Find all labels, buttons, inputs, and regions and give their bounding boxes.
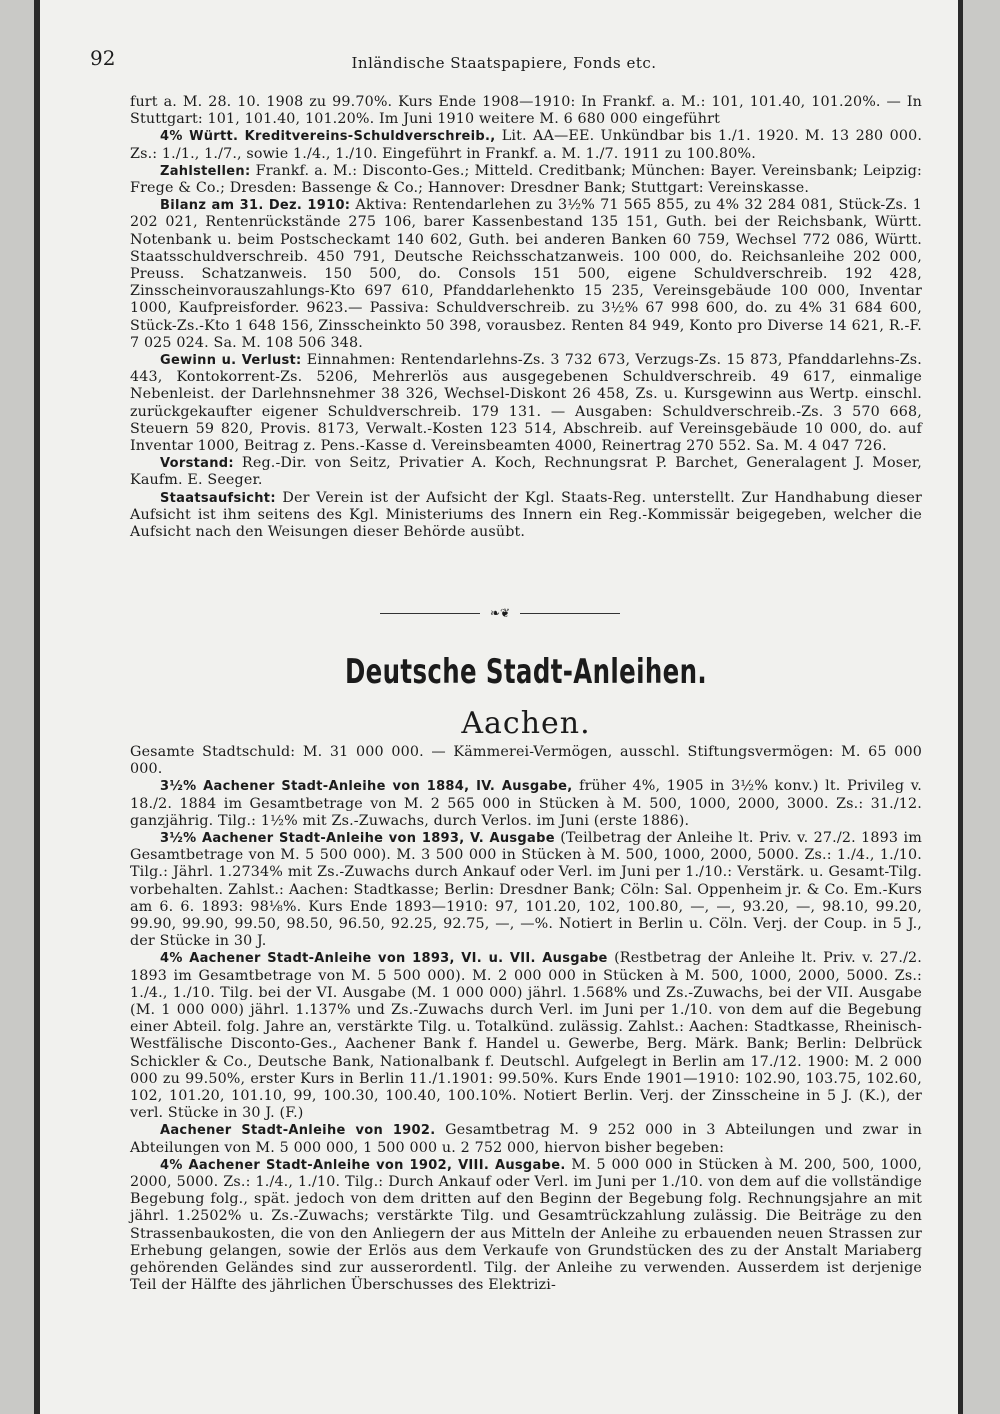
paragraph: [130, 94, 922, 128]
paragraph-lead: Gewinn u. Verlust:: [160, 353, 302, 369]
paragraph-text: Gesamte Stadtschuld: M. 31 000 000. — Kämmerei-Vermögen, ausschl. Stiftungsvermögen: M. 65 000 000.: [130, 744, 922, 778]
ornament-icon: ❧❦: [489, 606, 511, 620]
paragraph: [130, 950, 922, 1122]
paragraph-text: früher 4%, 1905 in 3½% konv.) lt. Privileg v. 18./2. 1884 im Gesamtbetrage von M. 2 565 000 in Stücken à M. 500, 1000, 2000, 3000. Zs.: 31./12. ganzjährig. Tilg.: 1½% mit Zs.-Zuwachs, durch Verlos. im Juni (erste 1886).: [130, 778, 922, 829]
paragraph: [130, 1157, 922, 1295]
separator-line: [520, 613, 620, 614]
paragraph: [130, 197, 922, 352]
paragraph-text: Lit. AA—EE. Unkündbar bis 1./1. 1920. M. 13 280 000. Zs.: 1./1., 1./7., sowie 1./4., 1./10. Eingeführt in Frankf. a. M. 1./7. 1911 zu 100.80%.: [130, 128, 923, 162]
paragraph-text: Gesamtbetrag M. 9 252 000 in 3 Abteilungen und zwar in Abteilungen von M. 5 000 000, 1 500 000 u. 2 752 000, hiervon bisher begeben:: [130, 1122, 922, 1156]
separator-line: [380, 613, 480, 614]
paragraph: [130, 163, 922, 197]
paragraph-lead: 4% Württ. Kreditvereins-Schuldverschreib.,: [160, 129, 496, 145]
paragraph-lead: Vorstand:: [160, 456, 234, 472]
paragraph-lead: Aachener Stadt-Anleihe von 1902.: [160, 1123, 436, 1139]
paragraph: [130, 128, 922, 162]
paragraph-text: (Teilbetrag der Anleihe lt. Priv. v. 27./2. 1893 im Gesamtbetrage von M. 5 500 000). M. 3 500 000 in Stücken à M. 500, 1000, 2000, 5000. Zs.: 1./4., 1./10. Tilg.: Jährl. 1.2734% mit Zs.-Zuwachs durch Ankauf oder Verl. im Juni per 1./10.: Verstärk. u. Gesamt-Tilg. vorbehalten. Zahlst.: Aachen: Stadtkasse; Berlin: Dresdner Bank; Cöln: Sal. Oppenheim jr. & Co. Em.-Kurs am 6. 6. 1893: 98⅛%. Kurs Ende 1893—1910: 97, 101.20, 102, 100.80, —, —, 93.20, —, 98.10, 99.20, 99.90, 99.90, 99.50, 98.50, 96.50, 92.25, 92.75, —, —%. Notiert in Berlin u. Cöln. Verj. der Coup. in 5 J., der Stücke in 30 J.: [130, 830, 922, 950]
section-title: Deutsche Stadt-Anleihen.: [344, 652, 708, 692]
paragraph: [130, 352, 922, 455]
page-edge: [958, 0, 963, 1414]
ornamental-separator: [380, 606, 620, 620]
paragraph-text: furt a. M. 28. 10. 1908 zu 99.70%. Kurs Ende 1908—1910: In Frankf. a. M.: 101, 101.40, 101.20%. — In Stuttgart: 101, 101.40, 101.20%. Im Juni 1910 weitere M. 6 680 000 eingeführt: [130, 94, 922, 128]
paragraph: [130, 778, 922, 830]
paragraph-text: Der Verein ist der Aufsicht der Kgl. Staats-Reg. unterstellt. Zur Handhabung dieser Aufsicht ist ihm seitens des Kgl. Ministeriums des Innern ein Reg.-Kommissär beigegeben, welcher die Aufsicht nach den Weisungen dieser Behörde ausübt.: [130, 489, 922, 541]
paragraph-lead: Staatsaufsicht:: [160, 490, 276, 506]
paragraph-lead: Zahlstellen:: [160, 163, 251, 179]
document-page: [40, 0, 958, 1414]
city-text-block: [130, 744, 922, 1295]
paragraph-text: (Restbetrag der Anleihe lt. Priv. v. 27./2. 1893 im Gesamtbetrage von M. 5 500 000). M. 2 000 000 in Stücken à M. 500, 1000, 2000, 5000. Zs.: 1./4., 1./10. Tilg. bei der VI. Ausgabe (M. 1 000 000) jährl. 1.568% und Zs.-Zuwachs, bei der VII. Ausgabe (M. 1 000 000) jährl. 1.137% und Zs.-Zuwachs durch Verl. im Juni per 1./10. von dem auf die Begebung einer Abteil. folg. Jahre an, verstärkte Tilg. u. Totalkünd. zulässig. Zahlst.: Aachen: Stadtkasse, Rheinisch-Westfälische Disconto-Ges., Aachener Bank f. Handel u. Gewerbe, Berg. Märk. Bank; Berlin: Delbrück Schickler & Co., Deutsche Bank, Nationalbank f. Deutschl. Aufgelegt in Berlin am 17./12. 1900: M. 2 000 000 zu 99.50%, erster Kurs in Berlin 11./1.1901: 99.50%. Kurs Ende 1901—1910: 102.90, 103.75, 102.60, 102, 101.20, 101.10, 99, 100.30, 100.40, 100.10%. Notiert Berlin. Verj. der Zinsscheine in 5 J. (K.), der verl. Stücke in 30 J. (F.): [130, 950, 922, 1122]
paragraph: [130, 1122, 922, 1156]
paragraph: [130, 455, 922, 489]
paragraph-text: Aktiva: Rentendarlehen zu 3½% 71 565 855, zu 4% 32 284 081, Stück-Zs. 1 202 021, Rentenrückstände 275 106, barer Kassenbestand 135 151, Guth. bei der Reichsbank, Württ. Notenbank u. beim Postscheckamt 140 602, Guth. bei anderen Banken 60 759, Wechsel 772 086, Württ. Staatsschuldverschreib. 450 791, Deutsche Reichsschatzanweis. 100 000, do. Reichsanleihe 202 000, Preuss. Schatzanweis. 150 500, do. Consols 151 500, eigene Schuldverschreib. 192 428, Zinsscheinvorauszahlungs-Kto 697 610, Pfanddarlehenkto 15 235, Vereinsgebäude 100 000, Inventar 1000, Kaufpreisforder. 9623.— Passiva: Schuldverschreib. zu 3½% 67 998 600, do. zu 4% 31 684 600, Stück-Zs.-Kto 1 648 156, Zinsscheinkto 50 398, vorausbez. Renten 84 949, Konto pro Diverse 14 621, R.-F. 7 025 024. Sa. M. 108 506 348.: [130, 197, 922, 351]
page-edge: [34, 0, 40, 1414]
paragraph-text: M. 5 000 000 in Stücken à M. 200, 500, 1000, 2000, 5000. Zs.: 1./4., 1./10. Tilg.: Durch Ankauf oder Verl. im Juni per 1./10. von dem auf die vollständige Begebung folg., spät. jedoch von dem dritten auf den Beginn der Begebung folg. Rechnungsjahre an mit jährl. 1.2502% u. Zs.-Zuwachs; verstärkte Tilg. und Gesamtrückzahlung zulässig. Die Beiträge zu den Strassenbaukosten, die von den Anliegern der aus Mitteln der Anleihe zu erbauenden neuen Strassen zur Erhebung gelangen, sowie der Erlös aus dem Verkaufe von Grundstücken des zu der Anstalt Mariaberg gehörenden Geländes sind zur ausserordentl. Tilg. der Anleihe zu verwenden. Ausserdem ist derjenige Teil der Hälfte des jährlichen Überschusses des Elektrizi-: [130, 1156, 923, 1294]
city-title: Aachen.: [461, 706, 591, 741]
paragraph-text: Reg.-Dir. von Seitz, Privatier A. Koch, Rechnungsrat P. Barchet, Generalagent J. Moser, Kaufm. E. Seeger.: [130, 455, 922, 489]
paragraph-lead: 4% Aachener Stadt-Anleihe von 1893, VI. u. VII. Ausgabe: [160, 951, 608, 967]
top-text-block: [130, 94, 922, 541]
paragraph-lead: Bilanz am 31. Dez. 1910:: [160, 198, 351, 214]
paragraph: [130, 830, 922, 950]
page-number: 92: [90, 46, 116, 70]
paragraph: [130, 490, 922, 542]
paragraph-lead: 4% Aachener Stadt-Anleihe von 1902, VIII. Ausgabe.: [160, 1157, 566, 1173]
paragraph-text: Einnahmen: Rentendarlehns-Zs. 3 732 673, Verzugs-Zs. 15 873, Pfanddarlehns-Zs. 443, Kontokorrent-Zs. 5206, Mehrerlös aus ausgegebenen Schuldverschreib. 49 617, einmalige Nebenleist. der Darlehnsnehmer 38 326, Wechsel-Diskont 26 458, Zs. u. Kursgewinn aus Wertp. einschl. zurückgekaufter eigener Schuldverschreib. 179 131. — Ausgaben: Schuldverschreib.-Zs. 3 570 668, Steuern 59 820, Provis. 8173, Verwalt.-Kosten 123 514, Abschreib. auf Vereinsgebäude 10 000, do. auf Inventar 1000, Beitrag z. Pens.-Kasse d. Vereinsbeamten 4000, Reinertrag 270 552. Sa. M. 4 047 726.: [130, 352, 922, 455]
paragraph-lead: 3½% Aachener Stadt-Anleihe von 1893, V. Ausgabe: [160, 831, 555, 847]
paragraph: [130, 744, 922, 778]
paragraph-lead: 3½% Aachener Stadt-Anleihe von 1884, IV. Ausgabe,: [160, 779, 573, 795]
paragraph-text: Frankf. a. M.: Disconto-Ges.; Mitteld. Creditbank; München: Bayer. Vereinsbank; Leipzig: Frege & Co.; Dresden: Bassenge & Co.; Hannover: Dresdner Bank; Stuttgart: Vereinskasse.: [130, 162, 922, 197]
running-head: [90, 46, 918, 76]
running-title: Inländische Staatspapiere, Fonds etc.: [351, 54, 657, 72]
